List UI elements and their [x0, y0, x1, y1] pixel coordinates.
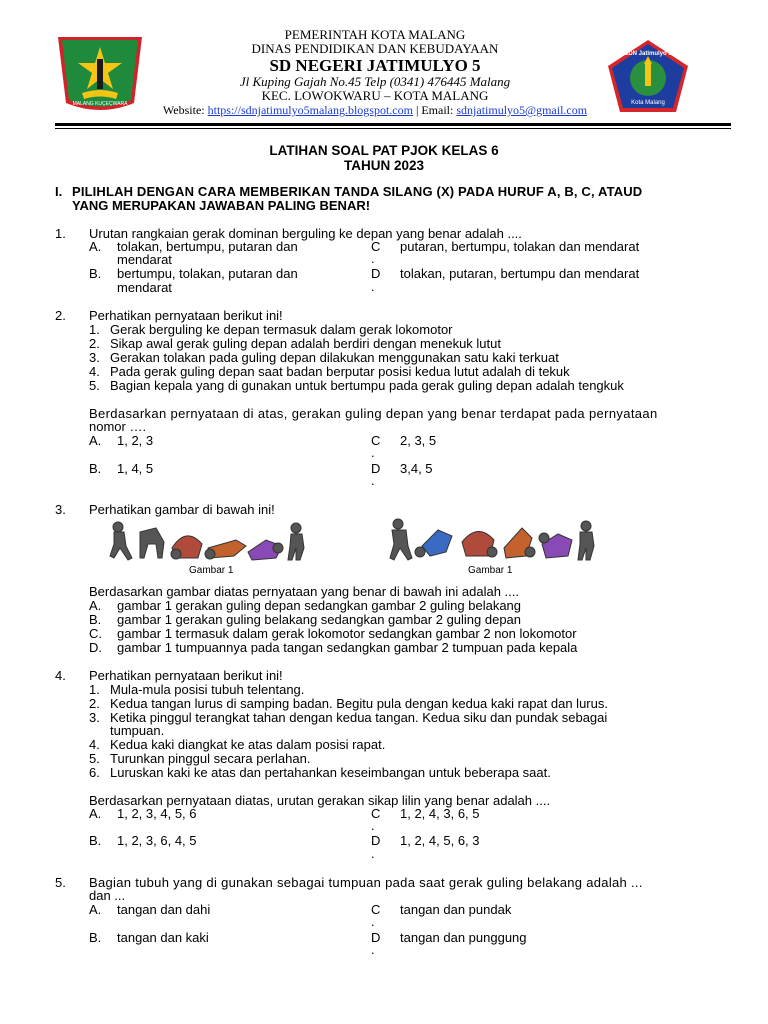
q4-option-d-text: 1, 2, 4, 5, 6, 3: [400, 833, 480, 848]
q3-stem: Perhatikan gambar di bawah ini!: [89, 502, 275, 517]
q1-number: 1.: [55, 226, 66, 241]
q2-item-number: 5.: [89, 378, 100, 393]
q2-option-c-dot: .: [371, 445, 375, 460]
q4-item-number: 2.: [89, 696, 100, 711]
q5-option-a-text: tangan dan dahi: [117, 902, 211, 917]
exam-year: TAHUN 2023: [343, 158, 425, 173]
q1-option-d-label[interactable]: D: [371, 266, 381, 281]
letterhead-school-name: SD NEGERI JATIMULYO 5: [269, 56, 481, 75]
q2-item-number: 2.: [89, 336, 100, 351]
q4-option-d-label[interactable]: D: [371, 833, 381, 848]
figure-2-caption: Gambar 1: [468, 565, 513, 576]
q4-item-number: 3.: [89, 710, 100, 725]
q5-stem-line2: dan ...: [89, 888, 126, 903]
q2-question-line2: nomor ….: [89, 419, 147, 434]
letterhead-divider-thick: [55, 123, 731, 126]
logo-left-motto: MALANG KUÇEÇWARA: [72, 101, 128, 107]
q2-item-text: Gerak berguling ke depan termasuk dalam gerak lokomotor: [110, 322, 453, 337]
q2-item-text: Pada gerak guling depan saat badan berputar posisi kedua lutut adalah di tekuk: [110, 364, 570, 379]
q3-number: 3.: [55, 502, 66, 517]
q3-option-text: gambar 1 termasuk dalam gerak lokomotor sedangkan gambar 2 non lokomotor: [117, 626, 577, 641]
q1-option-c-label[interactable]: C: [371, 239, 381, 254]
q3-option-text: gambar 1 gerakan guling belakang sedangkan gambar 2 guling depan: [117, 612, 522, 627]
logo-right-top-text: SDN Jatimulyo 5: [624, 51, 672, 57]
q5-option-d-label[interactable]: D: [371, 930, 381, 945]
q1-option-c-text: putaran, bertumpu, tolakan dan mendarat: [400, 239, 640, 254]
q2-item-number: 1.: [89, 322, 100, 337]
section-number: I.: [55, 184, 63, 199]
q4-option-a-label[interactable]: A.: [89, 806, 102, 821]
q1-option-a-label[interactable]: A.: [89, 239, 102, 254]
logo-right-bottom-text: Kota Malang: [631, 100, 665, 106]
q5-option-d-text: tangan dan punggung: [400, 930, 527, 945]
q4-item-text: Kedua kaki diangkat ke atas dalam posisi rapat.: [110, 737, 386, 752]
email-separator: | Email:: [412, 103, 457, 117]
exam-title: LATIHAN SOAL PAT PJOK KELAS 6: [269, 143, 499, 158]
figure-1-caption: Gambar 1: [189, 565, 234, 576]
backward-roll-figure-icon: [386, 516, 598, 564]
q2-option-c-label[interactable]: C: [371, 433, 381, 448]
letterhead-department: DINAS PENDIDIKAN DAN KEBUDAYAAN: [251, 41, 499, 56]
q1-option-b-label[interactable]: B.: [89, 266, 102, 281]
q2-option-b-label[interactable]: B.: [89, 461, 102, 476]
q2-question-line1: Berdasarkan pernyataan di atas, gerakan guling depan yang benar terdapat pada pernyataan: [89, 406, 658, 421]
q5-option-b-text: tangan dan kaki: [117, 930, 209, 945]
letterhead-government: PEMERINTAH KOTA MALANG: [284, 27, 466, 42]
forward-roll-figure-icon: [106, 518, 306, 564]
q5-stem-line1: Bagian tubuh yang di gunakan sebagai tumpuan pada saat gerak guling belakang adalah ...: [89, 875, 643, 890]
q4-question: Berdasarkan pernyataan diatas, urutan gerakan sikap lilin yang benar adalah ....: [89, 793, 551, 808]
malang-city-emblem-icon: [52, 33, 148, 113]
q4-item-number: 5.: [89, 751, 100, 766]
q2-option-a-label[interactable]: A.: [89, 433, 102, 448]
q4-item-text: Turunkan pinggul secara perlahan.: [110, 751, 311, 766]
q2-option-c-text: 2, 3, 5: [400, 433, 437, 448]
email-link[interactable]: sdnjatimulyo5@gmail.com: [456, 103, 588, 117]
q4-item-number: 6.: [89, 765, 100, 780]
website-label: Website:: [162, 103, 208, 117]
q1-option-d-text: tolakan, putaran, bertumpu dan mendarat: [400, 266, 640, 281]
q3-option-text: gambar 1 tumpuannya pada tangan sedangkan gambar 2 tumpuan pada kepala: [117, 640, 578, 655]
q2-option-d-dot: .: [371, 473, 375, 488]
q4-option-c-dot: .: [371, 818, 375, 833]
q4-item-text: Kedua tangan lurus di samping badan. Begitu pula dengan kedua kaki rapat dan lurus.: [110, 696, 608, 711]
q4-option-d-dot: .: [371, 846, 375, 861]
q2-number: 2.: [55, 308, 66, 323]
q1-option-a-line1: tolakan, bertumpu, putaran dan: [117, 239, 298, 254]
q3-option-text: gambar 1 gerakan guling depan sedangkan gambar 2 guling belakang: [117, 598, 522, 613]
q1-option-d-dot: .: [371, 279, 375, 294]
q4-number: 4.: [55, 668, 66, 683]
q4-item-number: 4.: [89, 737, 100, 752]
q4-stem: Perhatikan pernyataan berikut ini!: [89, 668, 283, 683]
q5-option-c-label[interactable]: C: [371, 902, 381, 917]
q5-option-d-dot: .: [371, 942, 375, 957]
letterhead: [140, 28, 610, 117]
q4-option-c-label[interactable]: C: [371, 806, 381, 821]
q2-option-b-text: 1, 4, 5: [117, 461, 154, 476]
q1-option-a-line2: mendarat: [117, 252, 172, 267]
q2-item-number: 3.: [89, 350, 100, 365]
q2-option-a-text: 1, 2, 3: [117, 433, 154, 448]
q2-item-text: Bagian kepala yang di gunakan untuk bertumpu pada gerak guling depan adalah tengkuk: [110, 378, 624, 393]
q2-item-number: 4.: [89, 364, 100, 379]
q4-item-number: 1.: [89, 682, 100, 697]
q1-stem: Urutan rangkaian gerak dominan berguling ke depan yang benar adalah ....: [89, 226, 522, 241]
school-emblem-icon: [606, 38, 690, 116]
q1-option-b-line1: bertumpu, tolakan, putaran dan: [117, 266, 298, 281]
q4-option-b-text: 1, 2, 3, 6, 4, 5: [117, 833, 197, 848]
q2-item-text: Sikap awal gerak guling depan adalah berdiri dengan menekuk lutut: [110, 336, 501, 351]
letterhead-contact: [140, 103, 610, 117]
q5-option-a-label[interactable]: A.: [89, 902, 102, 917]
q3-option-label[interactable]: C.: [89, 626, 102, 641]
section-instruction-line2: YANG MERUPAKAN JAWABAN PALING BENAR!: [72, 198, 371, 213]
q2-item-text: Gerakan tolakan pada guling depan dilakukan menggunakan satu kaki terkuat: [110, 350, 559, 365]
q2-stem: Perhatikan pernyataan berikut ini!: [89, 308, 283, 323]
q4-option-a-text: 1, 2, 3, 4, 5, 6: [117, 806, 197, 821]
q3-option-label[interactable]: A.: [89, 598, 102, 613]
letterhead-address: Jl Kuping Gajah No.45 Telp (0341) 476445 Malang: [239, 74, 511, 89]
q4-item-text-continued: tumpuan.: [110, 723, 165, 738]
q3-option-label[interactable]: B.: [89, 612, 102, 627]
q3-question: Berdasarkan gambar diatas pernyataan yang benar di bawah ini adalah ....: [89, 584, 520, 599]
q5-number: 5.: [55, 875, 66, 890]
website-link[interactable]: https://sdnjatimulyo5malang.blogspot.com: [207, 103, 413, 117]
letterhead-district: KEC. LOWOKWARU – KOTA MALANG: [261, 88, 489, 103]
section-instruction-line1: PILIHLAH DENGAN CARA MEMBERIKAN TANDA SILANG (X) PADA HURUF A, B, C, ATAUD: [72, 184, 643, 199]
letterhead-divider-thin: [55, 128, 731, 129]
q1-option-b-line2: mendarat: [117, 280, 172, 295]
q5-option-c-text: tangan dan pundak: [400, 902, 512, 917]
q4-item-text: Mula-mula posisi tubuh telentang.: [110, 682, 305, 697]
q2-option-d-label[interactable]: D: [371, 461, 381, 476]
q5-option-c-dot: .: [371, 914, 375, 929]
q4-option-b-label[interactable]: B.: [89, 833, 102, 848]
q5-option-b-label[interactable]: B.: [89, 930, 102, 945]
q4-option-c-text: 1, 2, 4, 3, 6, 5: [400, 806, 480, 821]
q4-item-text: Luruskan kaki ke atas dan pertahankan keseimbangan untuk beberapa saat.: [110, 765, 551, 780]
q3-option-label[interactable]: D.: [89, 640, 102, 655]
q2-option-d-text: 3,4, 5: [400, 461, 433, 476]
q1-option-c-dot: .: [371, 251, 375, 266]
q4-item-text: Ketika pinggul terangkat tahan dengan kedua tangan. Kedua siku dan pundak sebagai: [110, 710, 608, 725]
